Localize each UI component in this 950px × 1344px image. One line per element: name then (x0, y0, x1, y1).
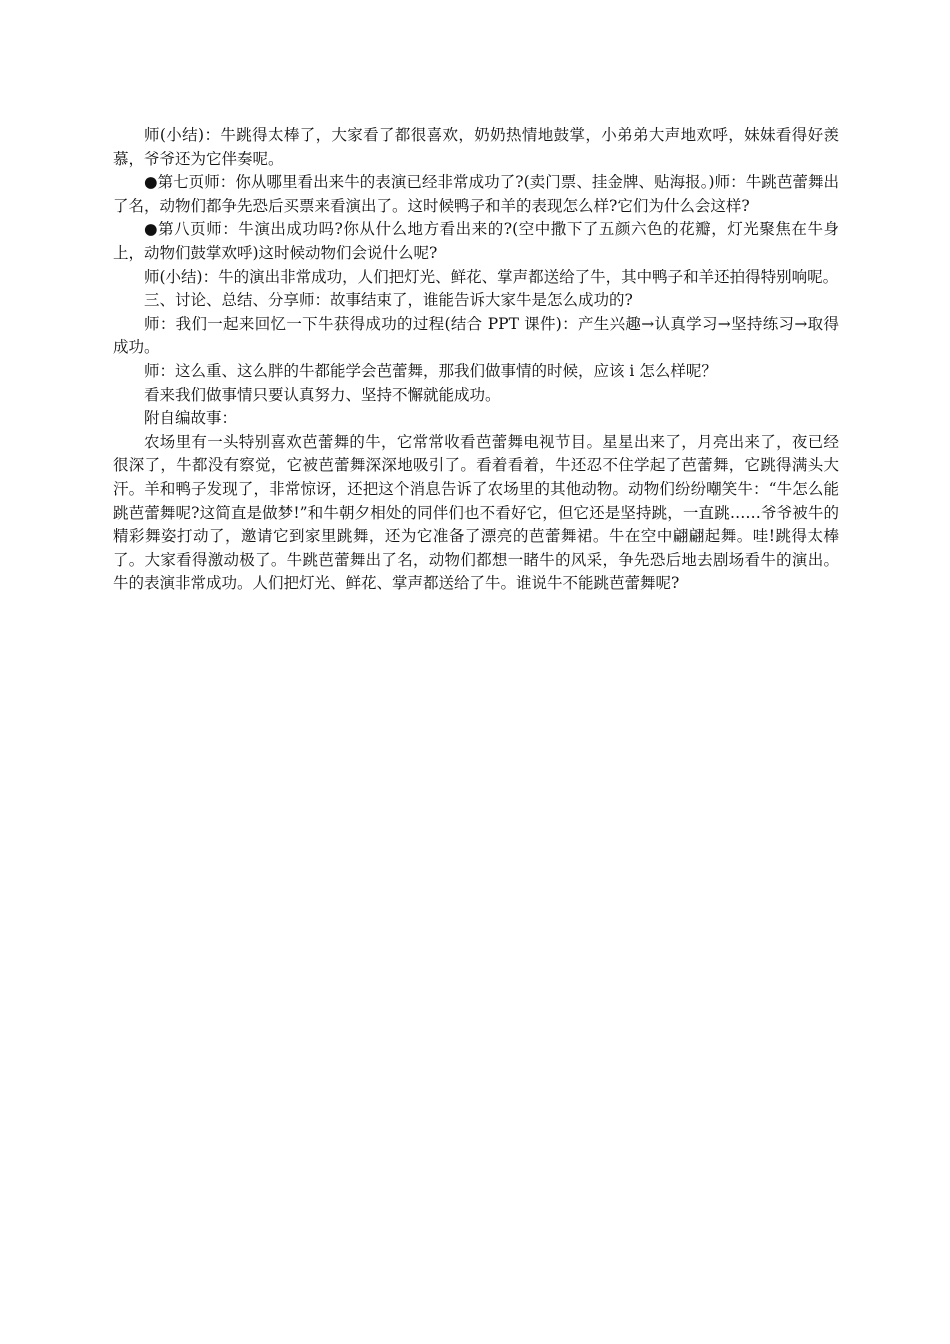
paragraph-story: 农场里有一头特别喜欢芭蕾舞的牛，它常常收看芭蕾舞电视节目。星星出来了，月亮出来了，夜已经很深了，牛都没有察觉，它被芭蕾舞深深地吸引了。看着看着，牛还忍不住学起了芭蕾舞，它跳得满头大汗。羊和鸭子发现了，非常惊讶，还把这个消息告诉了农场里的其他动物。动物们纷纷嘲笑牛：“牛怎么能跳芭蕾舞呢?这简直是做梦!”和牛朝夕相处的同伴们也不看好它，但它还是坚持跳，一直跳……爷爷被牛的精彩舞姿打动了，邀请它到家里跳舞，还为它准备了漂亮的芭蕾舞裙。牛在空中翩翩起舞。哇!跳得太棒了。大家看得激动极了。牛跳芭蕾舞出了名，动物们都想一睹牛的风采，争先恐后地去剧场看牛的演出。牛的表演非常成功。人们把灯光、鲜花、掌声都送给了牛。谁说牛不能跳芭蕾舞呢? (113, 432, 839, 593)
paragraph-page-8: ●第八页师：牛演出成功吗?你从什么地方看出来的?(空中撒下了五颜六色的花瓣，灯光聚焦在牛身上，动物们鼓掌欢呼)这时候动物们会说什么呢? (113, 220, 839, 262)
paragraph-page-7: ●第七页师：你从哪里看出来牛的表演已经非常成功了?(卖门票、挂金牌、贴海报。)师：牛跳芭蕾舞出了名，动物们都争先恐后买票来看演出了。这时候鸭子和羊的表现怎么样?它们为什么会这样? (113, 173, 839, 215)
paragraph-recall-process: 师：我们一起来回忆一下牛获得成功的过程(结合 PPT 课件)：产生兴趣→认真学习→坚持练习→取得成功。 (113, 314, 839, 357)
document-body (113, 124, 839, 596)
paragraph-summary-1: 师(小结)：牛跳得太棒了，大家看了都很喜欢，奶奶热情地鼓掌，小弟弟大声地欢呼，妹妹看得好羡慕，爷爷还为它伴奏呢。 (113, 126, 839, 168)
paragraph-story-heading: 附自编故事： (144, 409, 238, 428)
paragraph-section-3: 三、讨论、总结、分享师：故事结束了，谁能告诉大家牛是怎么成功的? (144, 291, 633, 310)
paragraph-conclusion: 看来我们做事情只要认真努力、坚持不懈就能成功。 (144, 385, 501, 404)
paragraph-summary-2: 师(小结)：牛的演出非常成功，人们把灯光、鲜花、掌声都送给了牛，其中鸭子和羊还拍得特别响呢。 (144, 267, 839, 286)
paragraph-question: 师：这么重、这么胖的牛都能学会芭蕾舞，那我们做事情的时候，应该 i 怎么样呢？ (144, 361, 717, 380)
